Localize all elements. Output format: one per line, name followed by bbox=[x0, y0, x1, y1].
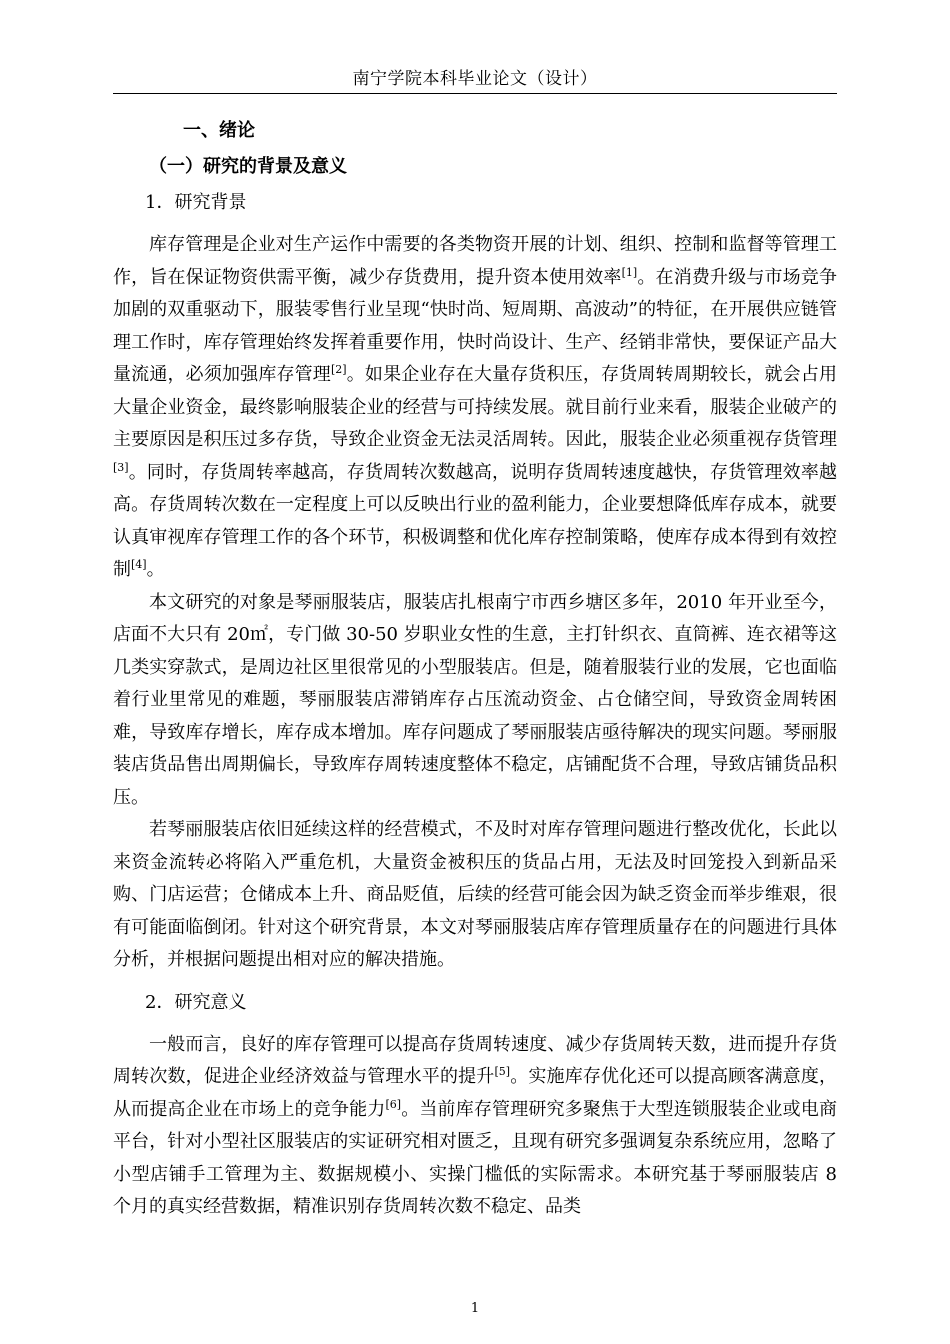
citation: [6] bbox=[385, 1097, 402, 1111]
paragraph-significance-1 bbox=[113, 1029, 837, 1224]
text-run: 。当前库存管理研究多聚焦于大型连锁服装企业或电商平台，针对小型社区服装店的实证研究相对匮乏，且现有研究多强调复杂系统应用，忽略了小型店铺手工管理为主、数据规模小、实操门槛低的实际需求。本研究基于琴丽服装店 8 个月的真实经营数据，精准识别存货周转次数不稳定、品类 bbox=[113, 1098, 838, 1217]
background-heading: 1．研究背景 bbox=[145, 192, 247, 213]
significance-heading: 2．研究意义 bbox=[145, 991, 247, 1013]
citation: [1] bbox=[621, 265, 638, 279]
running-header: 南宁学院本科毕业论文（设计） bbox=[352, 69, 598, 89]
text-run: 。如果企业存在大量存货积压，存货周转周期较长，就会占用大量企业资金，最终影响服装企业的经营与可持续发展。就目前行业来看，服装企业破产的主要原因是积压过多存货，导致企业资金无法灵活周转。因此，服装企业必须重视存货管理 bbox=[113, 364, 838, 450]
text-run: 。 bbox=[146, 559, 165, 580]
citation: [5] bbox=[494, 1065, 511, 1078]
citation: [2] bbox=[330, 363, 347, 376]
paragraph-background-3: 若琴丽服装店依旧延续这样的经营模式，不及时对库存管理问题进行整改优化，长此以来资金流转必将陷入严重危机，大量资金被积压的货品占用，无法及时回笼投入到新品采购、门店运营；仓储成本上升、商品贬值，后续的经营可能会因为缺乏资金而举步维艰，很有可能面临倒闭。针对这个研究背景，本文对琴丽服装店库存管理质量存在的问题进行具体分析，并根据问题提出相对应的解决措施。 bbox=[113, 819, 837, 970]
text-run: 。在消费升级与市场竞争加剧的双重驱动下，服装零售行业呈现“快时尚、短周期、高波动”的特征，在开展供应链管理工作时，库存管理始终发挥着重要作用，快时尚设计、生产、经销非常快，要保证产品大量流通，必须加强库存管理 bbox=[113, 266, 838, 385]
paragraph-background-2: 本文研究的对象是琴丽服装店，服装店扎根南宁市西乡塘区多年，2010 年开业至今，店面不大只有 20㎡，专门做 30-50 岁职业女性的生意，主打针织衣、直筒裤、连衣裙等这几类实穿款式，是周边社区里很常见的小型服装店。但是，随着服装行业的发展，它也面临着行业里常见的难题，琴丽服装店滞销库存占压流动资金、占仓储空间，导致资金周转困难，导致库存增长，库存成本增加。库存问题成了琴丽服装店亟待解决的现实问题。琴丽服装店货品售出周期偏长，导致库存周转速度整体不稳定，店铺配货不合理，导致店铺货品积压。 bbox=[113, 591, 837, 808]
page-body bbox=[113, 113, 837, 1224]
paragraph-background-1 bbox=[113, 229, 837, 587]
text-run: 库存管理是企业对生产运作中需要的各类物资开展的计划、组织、控制和监督等管理工作，旨在保证物资供需平衡，减少存货费用，提升资本使用效率 bbox=[113, 234, 837, 288]
subsection-heading: （一）研究的背景及意义 bbox=[149, 156, 347, 177]
page-number: 1 bbox=[470, 1301, 480, 1316]
section-heading: 一、绪论 bbox=[183, 120, 255, 141]
text-run: 。同时，存货周转率越高，存货周转次数越高，说明存货周转速度越快，存货管理效率越高。存货周转次数在一定程度上可以反映出行业的盈利能力，企业要想降低库存成本，就要认真审视库存管理工作的各个环节，积极调整和优化库存控制策略，使库存成本得到有效控制 bbox=[113, 461, 837, 580]
citation: [4] bbox=[131, 558, 147, 571]
citation: [3] bbox=[113, 460, 129, 474]
text-run: 一般而言，良好的库存管理可以提高存货周转速度、减少存货周转天数，进而提升存货周转次数，促进企业经济效益与管理水平的提升 bbox=[113, 1033, 837, 1087]
text-run: 。实施库存优化还可以提高顾客满意度，从而提高企业在市场上的竞争能力 bbox=[113, 1066, 838, 1120]
header-rule bbox=[113, 93, 837, 94]
